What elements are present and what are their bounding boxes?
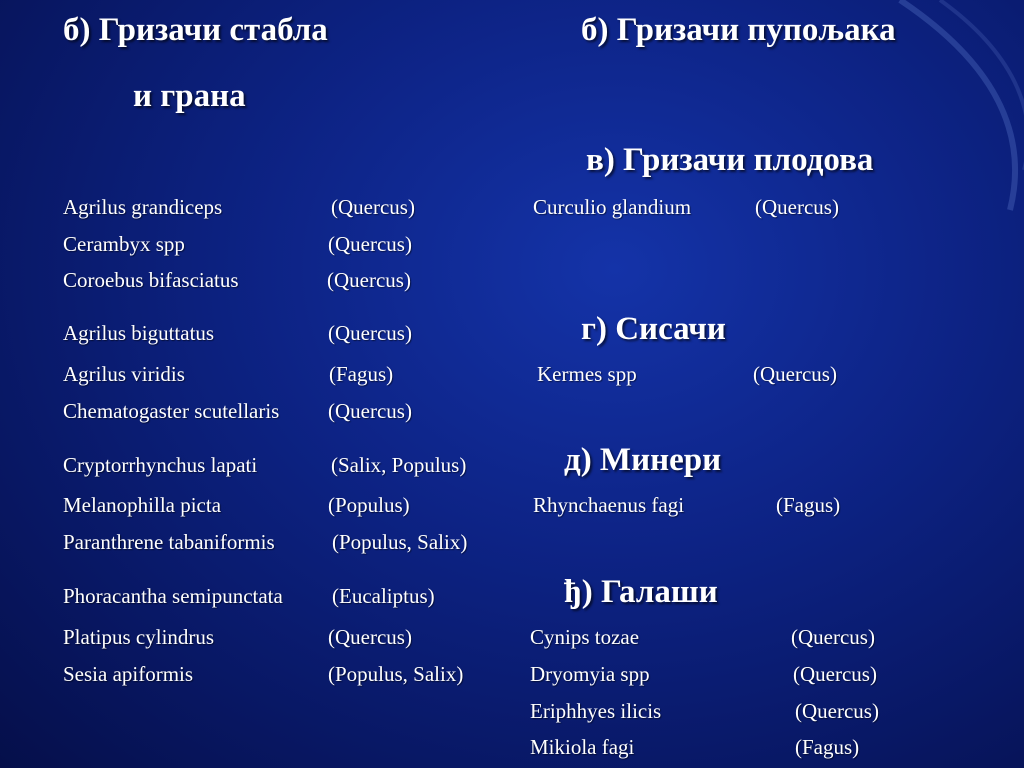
species-name: Cryptorrhynchus lapati [63, 453, 258, 477]
species-name: Kermes spp [537, 362, 637, 386]
host-name: (Fagus) [776, 493, 841, 517]
host-name: (Eucaliptus) [332, 584, 435, 608]
host-name: (Quercus) [793, 662, 877, 686]
host-name: (Fagus) [795, 735, 860, 759]
host-name: (Salix, Populus) [331, 453, 467, 477]
heading-gall-makers: ђ) Галаши [564, 574, 718, 610]
species-name: Cerambyx spp [63, 232, 185, 256]
species-name: Platipus cylindrus [63, 625, 215, 649]
species-name: Coroebus bifasciatus [63, 268, 239, 292]
species-name: Phoracantha semipunctata [63, 584, 283, 608]
heading-miners: д) Минери [564, 442, 722, 478]
species-name: Curculio glandium [533, 195, 692, 219]
host-name: (Quercus) [328, 232, 412, 256]
heading-suckers: г) Сисачи [581, 311, 726, 347]
species-name: Eriphhyes ilicis [530, 699, 662, 723]
species-name: Melanophilla picta [63, 493, 222, 517]
species-name: Agrilus grandiceps [63, 195, 223, 219]
host-name: (Quercus) [755, 195, 839, 219]
species-name: Agrilus viridis [63, 362, 185, 386]
species-name: Rhynchaenus fagi [533, 493, 685, 517]
host-name: (Quercus) [331, 195, 415, 219]
species-name: Mikiola fagi [530, 735, 635, 759]
species-name: Agrilus biguttatus [63, 321, 215, 345]
heading-stem-borers-line2: и грана [133, 78, 246, 114]
host-name: (Quercus) [795, 699, 879, 723]
species-name: Sesia apiformis [63, 662, 194, 686]
heading-fruit-borers: в) Гризачи плодова [586, 142, 874, 178]
host-name: (Populus, Salix) [328, 662, 464, 686]
host-name: (Quercus) [327, 268, 411, 292]
host-name: (Quercus) [791, 625, 875, 649]
host-name: (Populus) [328, 493, 410, 517]
host-name: (Quercus) [328, 321, 412, 345]
host-name: (Quercus) [328, 625, 412, 649]
host-name: (Quercus) [753, 362, 837, 386]
host-name: (Populus, Salix) [332, 530, 468, 554]
host-name: (Quercus) [328, 399, 412, 423]
heading-stem-borers: б) Гризачи стабла [63, 12, 328, 48]
heading-bud-borers: б) Гризачи пупољака [581, 12, 896, 48]
species-name: Cynips tozae [530, 625, 640, 649]
species-name: Chematogaster scutellaris [63, 399, 280, 423]
species-name: Dryomyia spp [530, 662, 650, 686]
species-name: Paranthrene tabaniformis [63, 530, 275, 554]
host-name: (Fagus) [329, 362, 394, 386]
